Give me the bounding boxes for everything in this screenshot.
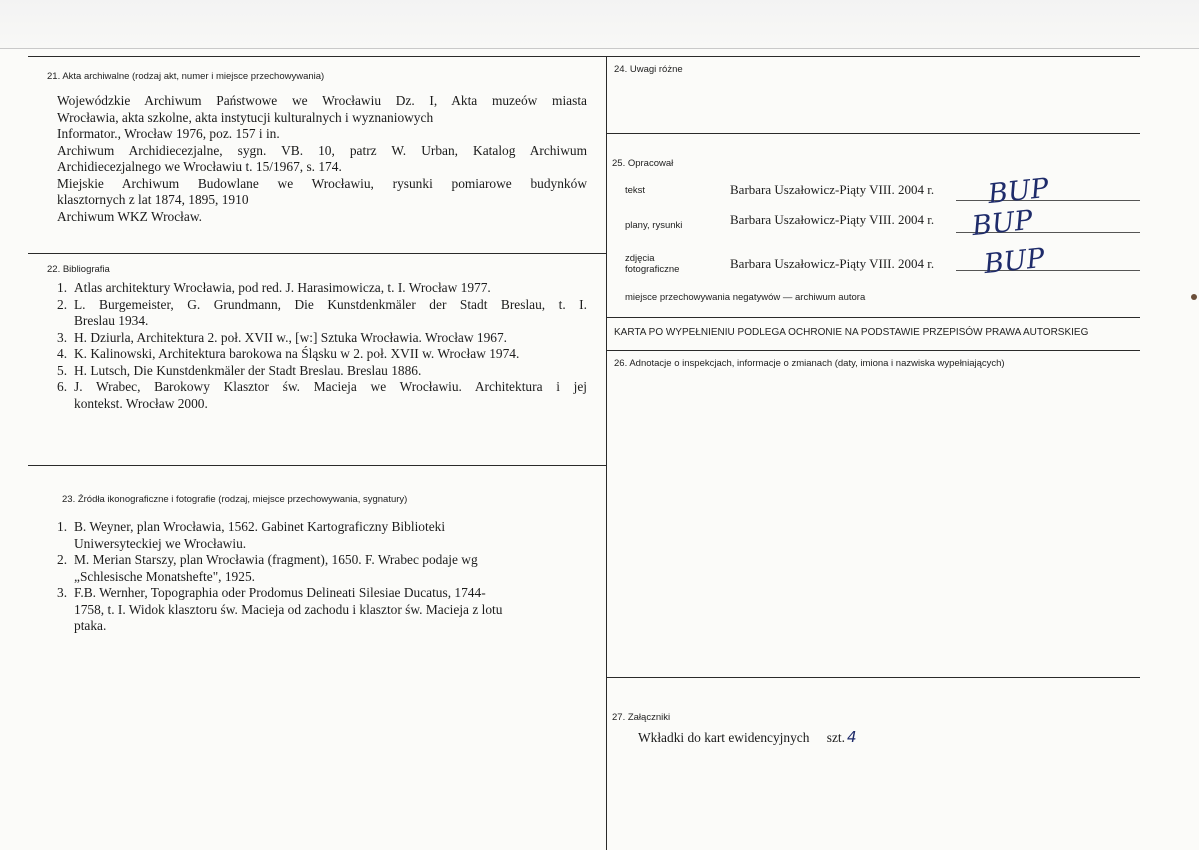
section-26-label: 26. Adnotacje o inspekcjach, informacje o zmianach (daty, imiona i nazwiska wypełniających) (614, 358, 1005, 369)
section-25-label: 25. Opracował (612, 158, 674, 169)
section-22-label: 22. Bibliografia (47, 264, 110, 275)
bibliography-list (57, 280, 587, 412)
list-text: „Schlesische Monatshefte", 1925. (74, 568, 255, 584)
prep-value-photos: Barbara Uszałowicz-Piąty VIII. 2004 r. (730, 256, 935, 271)
list-number: 1. (57, 280, 68, 295)
list-item (57, 280, 587, 297)
attachments-count: 4 (847, 728, 857, 746)
list-number: 3. (57, 585, 68, 600)
list-item (57, 552, 579, 585)
prep-label-text: tekst (625, 185, 646, 196)
list-text: K. Kalinowski, Architektura barokowa na Śląsku w 2. poł. XVII w. Wrocław 1974. (74, 346, 520, 361)
section-21-text (57, 93, 587, 225)
list-text: 1758, t. I. Widok klasztoru św. Macieja od zachodu i klasztor św. Macieja z lotu (74, 601, 503, 617)
list-text: B. Weyner, plan Wrocławia, 1562. Gabinet Kartograficzny Biblioteki (74, 519, 446, 534)
rule-21-22 (28, 253, 606, 254)
list-text: Uniwersyteckiej we Wrocławiu. (74, 535, 247, 551)
section-21-label: 21. Akta archiwalne (rodzaj akt, numer i miejsce przechowywania) (47, 71, 325, 82)
list-text: J. Wrabec, Barokowy Klasztor św. Macieja we Wrocławiu. Architektura i jej (74, 379, 587, 394)
list-text: M. Merian Starszy, plan Wrocławia (fragment), 1650. F. Wrabec podaje wg (74, 552, 478, 567)
list-item (57, 297, 587, 330)
list-item (57, 379, 587, 412)
list-item (57, 363, 587, 380)
list-item (57, 330, 587, 347)
list-number: 3. (57, 329, 68, 345)
list-number: 4. (57, 346, 68, 361)
column-divider (606, 56, 607, 850)
s21-line: klasztornych z lat 1874, 1895, 1910 (57, 192, 249, 207)
s21-line: Archiwum Archidiecezjalne, sygn. VB. 10, patrz W. Urban, Katalog Archiwum (57, 142, 587, 158)
list-text: H. Lutsch, Die Kunstdenkmäler der Stadt Breslau. Breslau 1886. (74, 362, 422, 378)
list-text: ptaka. (74, 618, 107, 633)
s21-line: Wrocławia, akta szkolne, akta instytucji kulturalnych i wyznaniowych (57, 109, 434, 125)
list-number: 2. (57, 552, 68, 567)
s21-line: Miejskie Archiwum Budowlane we Wrocławiu, rysunki pomiarowe budynków (57, 175, 587, 191)
list-item (57, 585, 579, 635)
punch-hole-mark (1191, 294, 1197, 300)
prep-value-text: Barbara Uszałowicz-Piąty VIII. 2004 r. (730, 182, 935, 197)
attachments-unit: szt. (826, 730, 846, 745)
sources-list (57, 519, 579, 635)
rule-26-27 (606, 677, 1140, 678)
list-number: 6. (57, 379, 68, 394)
list-text: Atlas architektury Wrocławia, pod red. J. Harasimowicza, t. I. Wrocław 1977. (74, 280, 491, 295)
prep-value-drawings: Barbara Uszałowicz-Piąty VIII. 2004 r. (730, 212, 935, 227)
section-27-label: 27. Załączniki (612, 712, 671, 723)
list-number: 1. (57, 519, 68, 534)
top-rule (28, 56, 1140, 57)
attachments-description: Wkładki do kart ewidencyjnych (638, 730, 810, 745)
list-item (57, 346, 587, 363)
prep-label-photos (625, 253, 679, 275)
signature-photos: BUP (982, 242, 1047, 281)
rule-22-23 (28, 465, 606, 466)
list-text: Breslau 1934. (74, 313, 149, 328)
copyright-notice: KARTA PO WYPEŁNIENIU PODLEGA OCHRONIE NA PODSTAWIE PRZEPISÓW PRAWA AUTORSKIEG (614, 327, 1089, 338)
signature-drawings: BUP (970, 204, 1035, 243)
s21-line: Wojewódzkie Archiwum Państwowe we Wrocławiu Dz. I, Akta muzeów miasta (57, 93, 587, 108)
list-text: L. Burgemeister, G. Grundmann, Die Kunstdenkmäler der Stadt Breslau, t. I. (74, 296, 587, 312)
s21-line: Archiwum WKZ Wrocław. (57, 208, 202, 224)
list-number: 2. (57, 296, 68, 312)
rule-copyright-26 (606, 350, 1140, 351)
section-23-label: 23. Źródła ikonograficzne i fotografie (rodzaj, miejsce przechowywania, sygnatury) (62, 494, 408, 505)
attachments-text (638, 729, 857, 747)
list-text: kontekst. Wrocław 2000. (74, 395, 208, 411)
s21-line: Archidiecezjalnego we Wrocławiu t. 15/1967, s. 174. (57, 159, 342, 174)
rule-24-25 (606, 133, 1140, 134)
prep-label-drawings: plany, rysunki (625, 220, 683, 231)
scan-top-band (0, 0, 1199, 49)
prep-label-photos-line2: fotograficzne (625, 264, 680, 275)
negatives-location: miejsce przechowywania negatywów — archiwum autora (625, 292, 866, 303)
section-24-label: 24. Uwagi różne (614, 64, 683, 75)
rule-25-copyright (606, 317, 1140, 318)
s21-line: Informator., Wrocław 1976, poz. 157 i in. (57, 126, 280, 141)
prep-label-photos-line1: zdjęcia (625, 253, 655, 264)
list-number: 5. (57, 362, 68, 378)
signature-line (956, 270, 1140, 271)
list-item (57, 519, 579, 552)
list-text: F.B. Wernher, Topographia oder Prodomus Delineati Silesiae Ducatus, 1744- (74, 585, 486, 600)
signature-text: BUP (986, 172, 1051, 211)
list-text: H. Dziurla, Architektura 2. poł. XVII w., [w:] Sztuka Wrocławia. Wrocław 1967. (74, 329, 508, 345)
